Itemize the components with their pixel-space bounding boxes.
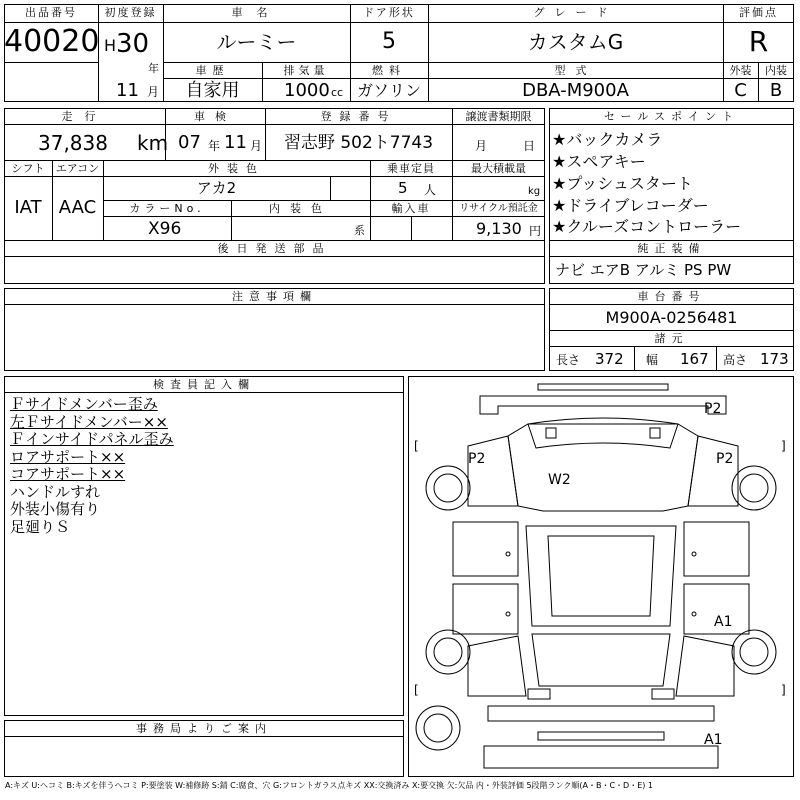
inspector-note: ロアサポート×× (10, 447, 126, 466)
shift-label: シフト (11, 162, 45, 175)
lot-no: 40020 (4, 24, 100, 59)
recycle: 9,130 (476, 219, 522, 238)
inspector-label: 検査員記入欄 (153, 378, 255, 391)
displacement-unit: cc (331, 86, 344, 99)
grade-label: グレード (533, 6, 618, 19)
damage-mark: W2 (548, 472, 571, 488)
length-label: 長さ (556, 353, 581, 367)
inspector-note: ハンドルすれ (10, 482, 101, 501)
recycle-unit: 円 (529, 224, 542, 238)
damage-mark: A1 (714, 614, 733, 630)
chassis-no: M900A-0256481 (605, 308, 738, 327)
car-diagram (408, 376, 794, 777)
equipment-label: 純正装備 (637, 242, 706, 255)
mileage-label: 走行 (61, 110, 108, 123)
damage-mark: P2 (704, 401, 722, 417)
transfer-day-unit: 日 (523, 139, 536, 153)
height-value: 173 (760, 350, 789, 368)
int-color-unit: 系 (354, 224, 365, 237)
capacity-label: 乗車定員 (387, 162, 435, 175)
ext-color: アカ2 (196, 179, 237, 197)
max-load-label: 最大積載量 (471, 162, 526, 175)
insp-year-unit: 年 (208, 139, 221, 153)
insp-month: 11 (224, 132, 247, 153)
equipment-value: ナビ エアB アルミ PS PW (555, 261, 732, 279)
history: 自家用 (185, 80, 240, 101)
inspector-note: 足廻りＳ (10, 517, 71, 536)
fuel-label: 燃料 (372, 64, 406, 77)
bracket-left-bottom: [ (414, 683, 419, 697)
height-label: 高さ (723, 353, 748, 367)
interior-grade: B (769, 80, 783, 101)
first-reg-year-unit: 年 (148, 62, 159, 75)
damage-mark: P2 (468, 451, 486, 467)
inspector-note: 外装小傷有り (10, 500, 101, 518)
selling-point-item: ★スペアキー (552, 152, 646, 171)
exterior-grade: C (734, 80, 747, 101)
office-label: 事務局よりご案内 (136, 722, 272, 735)
shift: IAT (14, 197, 42, 218)
model-code: DBA-M900A (522, 80, 629, 101)
inspector-note: Ｆインサイドパネル歪み (10, 430, 174, 448)
ac: AAC (58, 197, 97, 218)
transfer-label: 譲渡書類期限 (465, 110, 532, 123)
lot-no-label: 出品番号 (25, 6, 77, 19)
interior-label: 内装 (765, 64, 787, 77)
score-label: 評価点 (739, 6, 778, 19)
history-label: 車歴 (195, 64, 230, 77)
color-no: X96 (148, 219, 182, 239)
inspector-note: コアサポート×× (10, 465, 126, 483)
width-label: 幅 (646, 353, 659, 367)
selling-point-item: ★バックカメラ (552, 130, 663, 149)
car-name-label: 車名 (231, 6, 282, 19)
first-reg-month: 11 (116, 80, 139, 101)
bracket-right-top: ] (781, 439, 786, 453)
length-value: 372 (595, 350, 624, 368)
import-label: 輸入車 (391, 202, 431, 215)
ac-label: エアコン (55, 162, 100, 175)
capacity: 5 (398, 179, 408, 197)
damage-mark: P2 (716, 451, 734, 467)
exterior-label: 外装 (729, 64, 752, 77)
color-no-label: カラーNo. (129, 202, 205, 215)
notes-label: 注意事項欄 (232, 290, 317, 303)
inspector-note: 左Ｆサイドメンバー×× (10, 412, 168, 431)
ext-color-label: 外装色 (208, 162, 265, 175)
fuel: ガソリン (356, 81, 421, 100)
displacement: 1000 (284, 80, 330, 101)
mileage-unit: km (137, 131, 169, 155)
selling-point-item: ★プッシュスタート (552, 174, 693, 193)
int-color-label: 内装色 (269, 202, 332, 215)
first-reg-year: 30 (116, 29, 150, 59)
insp-month-unit: 月 (250, 139, 263, 153)
model-code-label: 型式 (554, 64, 597, 77)
grade: カスタムG (527, 30, 624, 54)
selling-point-item: ★クルーズコントローラー (552, 217, 742, 236)
inspector-notes (10, 396, 400, 536)
later-parts-label: 後日発送部品 (217, 242, 332, 255)
mileage: 37,838 (38, 131, 108, 155)
max-load-unit: kg (528, 186, 541, 197)
damage-mark: A1 (704, 732, 723, 748)
selling-point-item: ★ドライブレコーダー (552, 196, 709, 215)
width-value: 167 (680, 350, 709, 368)
legend: A:キズ U:ヘコミ B:キズを伴うヘコミ P:要塗装 W:補修跡 S:錆 C:腐食、穴 G:フロントガラス点キズ XX:交換済み X:要交換 欠:欠品 内・外装評価 5段階ランク順(A・B・C・D・E) 1 (5, 781, 654, 790)
chassis-label: 車台番号 (637, 290, 706, 303)
inspector-note: Ｆサイドメンバー歪み (10, 395, 158, 413)
plate-label: 登録番号 (320, 110, 397, 123)
capacity-unit: 人 (424, 183, 437, 197)
insp-year: 07 (178, 132, 201, 153)
score: R (748, 25, 769, 58)
inspection-label: 車検 (194, 110, 236, 123)
dims-label: 諸元 (654, 332, 689, 345)
first-reg-month-unit: 月 (147, 85, 160, 99)
doors-label: ドア形状 (363, 6, 415, 19)
era: H (104, 36, 117, 55)
recycle-label: リサイクル預託金 (459, 203, 538, 214)
plate: 習志野 502ト7743 (283, 133, 434, 153)
displacement-label: 排気量 (283, 64, 329, 77)
transfer-month-unit: 月 (475, 139, 488, 153)
bracket-right-bottom: ] (781, 683, 786, 697)
selling-points-label: セールスポイント (603, 110, 739, 123)
bracket-left-top: [ (414, 439, 419, 453)
car-name: ルーミー (216, 30, 297, 54)
doors: 5 (382, 29, 396, 54)
first-reg-label: 初度登録 (104, 6, 157, 19)
